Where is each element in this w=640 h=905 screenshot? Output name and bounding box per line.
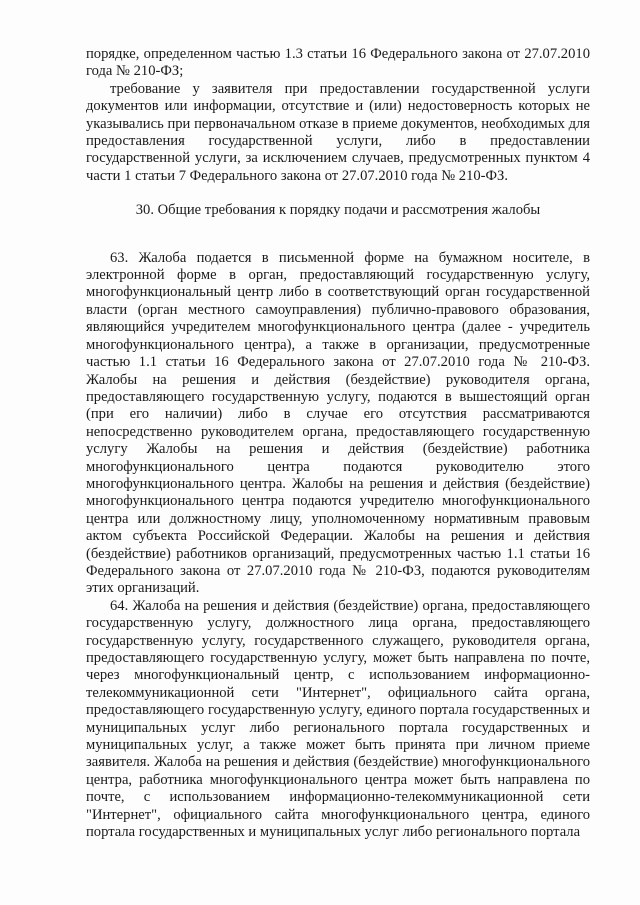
paragraph-continuation: порядке, определенном частью 1.3 статьи 16 Федерального закона от 27.07.2010 года № 210-ФЗ; (86, 46, 590, 80)
spacer (86, 237, 590, 250)
paragraph-63: 63. Жалоба подается в письменной форме на бумажном носителе, в электронной форме в орган, предоставляющий государственную услугу, многофункциональный центр либо в соответствующий орган государственной власти (орган местного самоуправления) публично-правового образования, являющийся учредителем многофункционального центра (далее - учредитель многофункционального центра), а также в организации, предусмотренные частью 1.1 статьи 16 Федерального закона от 27.07.2010 года № 210-ФЗ. Жалобы на решения и действия (бездействие) руководителя органа, предоставляющего государственную услугу, подаются в вышестоящий орган (при его наличии) либо в случае его отсутствия рассматриваются непосредственно руководителем органа, предоставляющего государственную услугу Жалобы на решения и действия (бездействие) работника многофункционального центра подаются руководителю этого многофункционального центра. Жалобы на решения и действия (бездействие) многофункционального центра подаются учредителю многофункционального центра или должностному лицу, уполномоченному нормативным правовым актом субъекта Российской Федерации. Жалобы на решения и действия (бездействие) работников организаций, предусмотренных частью 1.1 статьи 16 Федерального закона от 27.07.2010 года № 210-ФЗ, подаются руководителям этих организаций. (86, 249, 590, 597)
section-heading: 30. Общие требования к порядку подачи и рассмотрения жалобы (135, 202, 541, 219)
paragraph-requirement: требование у заявителя при предоставлении государственной услуги документов или информации, отсутствие и (или) недостоверность которых не указывались при первоначальном отказе в приеме документов, необходимых для предоставления государственной услуги, либо в предоставлении государственной услуги, за исключением случаев, предусмотренных пунктом 4 части 1 статьи 7 Федерального закона от 27.07.2010 года № 210-ФЗ. (86, 80, 590, 184)
paragraph-64: 64. Жалоба на решения и действия (бездействие) органа, предоставляющего государственную услугу, должностного лица органа, предоставляющего государственную услугу, государственного служащего, руководителя органа, предоставляющего государственную услугу, может быть направлена по почте, через многофункциональный центр, с использованием информационно-телекоммуникационной сети "Интернет", официального сайта органа, предоставляющего государственную услугу, единого портала государственных и муниципальных услуг либо регионального портала государственных и муниципальных услуг, а также может быть принята при личном приеме заявителя. Жалоба на решения и действия (бездействие) многофункционального центра, работника многофункционального центра может быть направлена по почте, с использованием информационно-телекоммуникационной сети "Интернет", официального сайта многофункционального центра, единого портала государственных и муниципальных услуг либо регионального портала (86, 597, 590, 841)
document-body (86, 46, 590, 841)
